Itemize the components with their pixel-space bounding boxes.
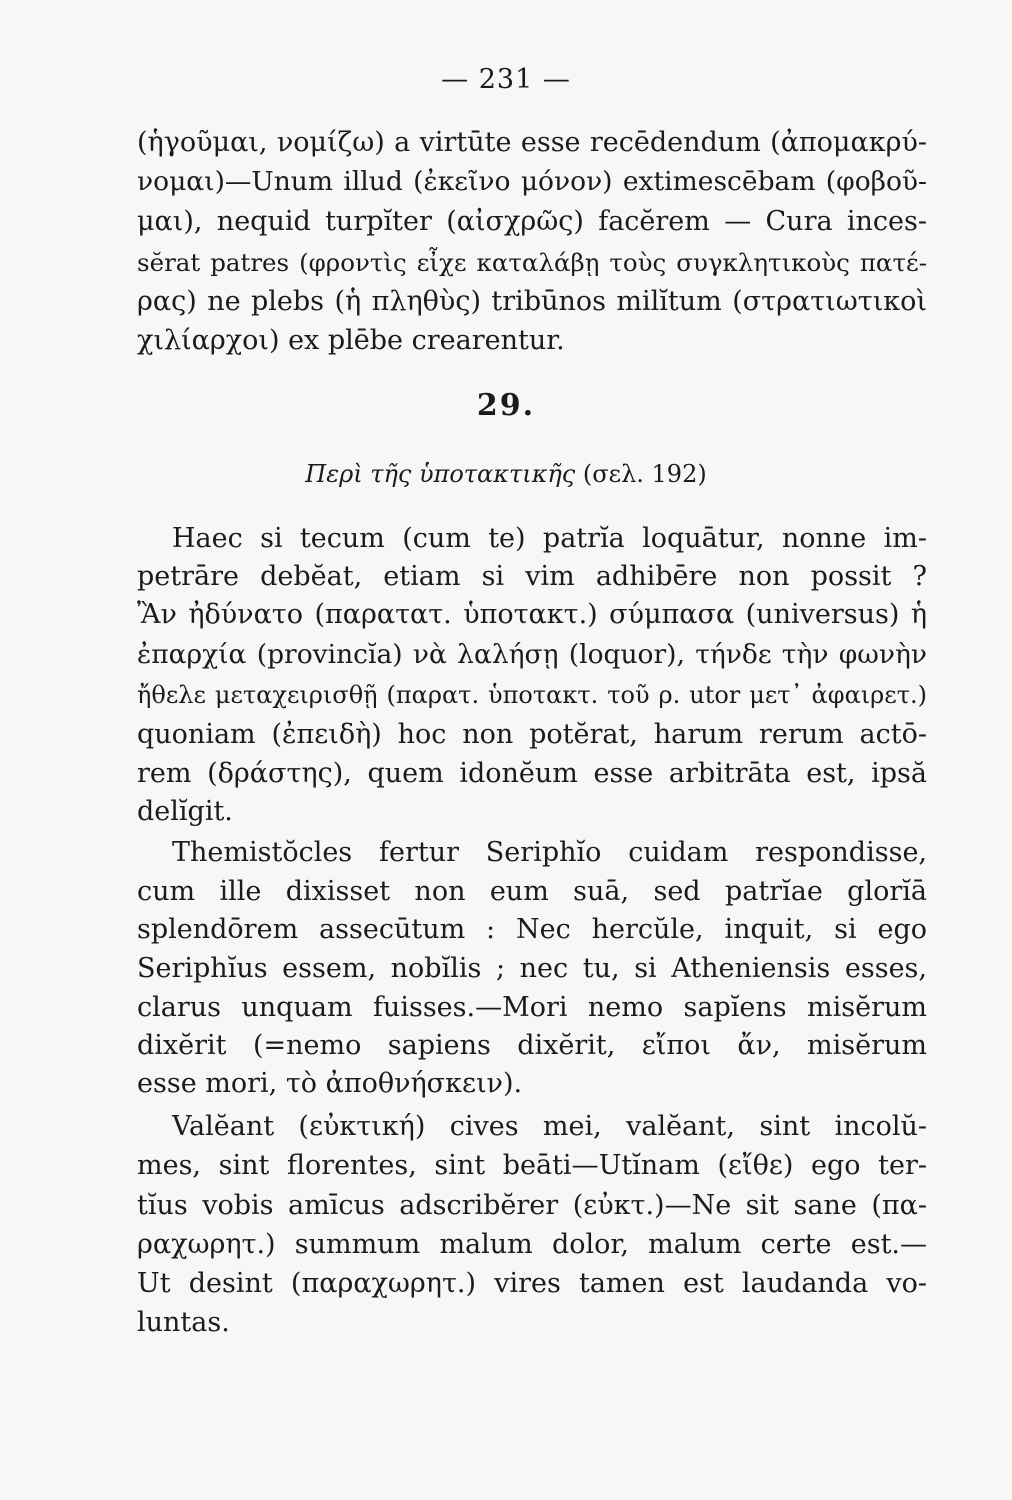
text-line: Haec si tecum (cum te) patrĭa loquātur, nonne im- <box>172 523 927 554</box>
text-line: Ut desint (παραχωρητ.) vires tamen est laudanda vo- <box>137 1268 927 1299</box>
text-line: χιλίαρχοι) ex plēbe crearentur. <box>137 325 565 356</box>
section-title-text: Περὶ τῆς ὑποτακτικῆς <box>305 460 576 488</box>
text-line: clarus unquam fuisses.—Mori nemo sapĭens misĕrum <box>137 992 927 1023</box>
text-line: νομαι)—Unum illud (ἐκεῖνο μόνον) extimescēbam (φοβοῦ- <box>137 166 927 197</box>
text-line: tĭus vobis amīcus adscribĕrer (εὐκτ.)—Ne sit sane (πα- <box>137 1190 927 1221</box>
text-line: ρας) ne plebs (ἡ πληθὺς) tribūnos milĭtum (στρατιωτικοὶ <box>137 286 927 317</box>
text-line: petrāre debĕat, etiam si vim adhibēre non possit ? <box>137 561 927 592</box>
text-line: Valĕant (εὐκτική) cives mei, valĕant, sint incolŭ- <box>172 1111 927 1142</box>
text-line: sĕrat patres (φροντὶς εἶχε καταλάβῃ τοὺς συγκλητικοὺς πατέ- <box>137 248 927 277</box>
text-line: esse mori, τὸ ἀποθνήσκειν). <box>137 1068 523 1099</box>
text-line: (ἡγοῦμαι, νομίζω) a virtūte esse recēdendum (ἀπομακρύ- <box>137 127 927 158</box>
text-line: ἐπαρχία (provincĭa) νὰ λαλήσῃ (loquor), τήνδε τὴν φωνὴν <box>137 639 927 670</box>
text-line: Seriphĭus essem, nobĭlis ; nec tu, si Atheniensis esses, <box>137 953 927 984</box>
text-line: μαι), nequid turpĭter (αἰσχρῶς) facĕrem — Cura inces- <box>137 206 927 237</box>
text-line: Ἂν ἠδύνατο (παρατατ. ὑποτακτ.) σύμπασα (universus) ἡ <box>137 599 927 630</box>
section-title <box>0 460 1012 488</box>
text-line: rem (δράστης), quem idonĕum esse arbitrāta est, ipsă <box>137 758 927 789</box>
text-line: splendōrem assecūtum : Nec hercŭle, inquit, si ego <box>137 914 927 945</box>
text-line: ραχωρητ.) summum malum dolor, malum certe est.— <box>137 1229 927 1260</box>
section-reference: (σελ. 192) <box>582 460 707 488</box>
text-line: ἤθελε μεταχειρισθῇ (παρατ. ὑποτακτ. τοῦ ρ. utor μετ᾽ ἀφαιρετ.) <box>137 681 927 709</box>
text-line: luntas. <box>137 1307 230 1338</box>
text-line: dixĕrit (=nemo sapiens dixĕrit, εἴποι ἄν, misĕrum <box>137 1030 927 1061</box>
text-line: mes, sint florentes, sint beāti—Utĭnam (εἴθε) ego ter- <box>137 1150 927 1181</box>
text-line: cum ille dixisset non eum suā, sed patrĭae glorĭā <box>137 876 927 907</box>
text-line: Themistŏcles fertur Seriphĭo cuidam respondisse, <box>172 837 927 868</box>
page-number: — 231 — <box>441 64 571 95</box>
text-line: quoniam (ἐπειδὴ) hoc non potĕrat, harum rerum actō- <box>137 719 927 750</box>
section-number: 29. <box>476 388 536 423</box>
text-line: delĭgit. <box>137 796 233 827</box>
